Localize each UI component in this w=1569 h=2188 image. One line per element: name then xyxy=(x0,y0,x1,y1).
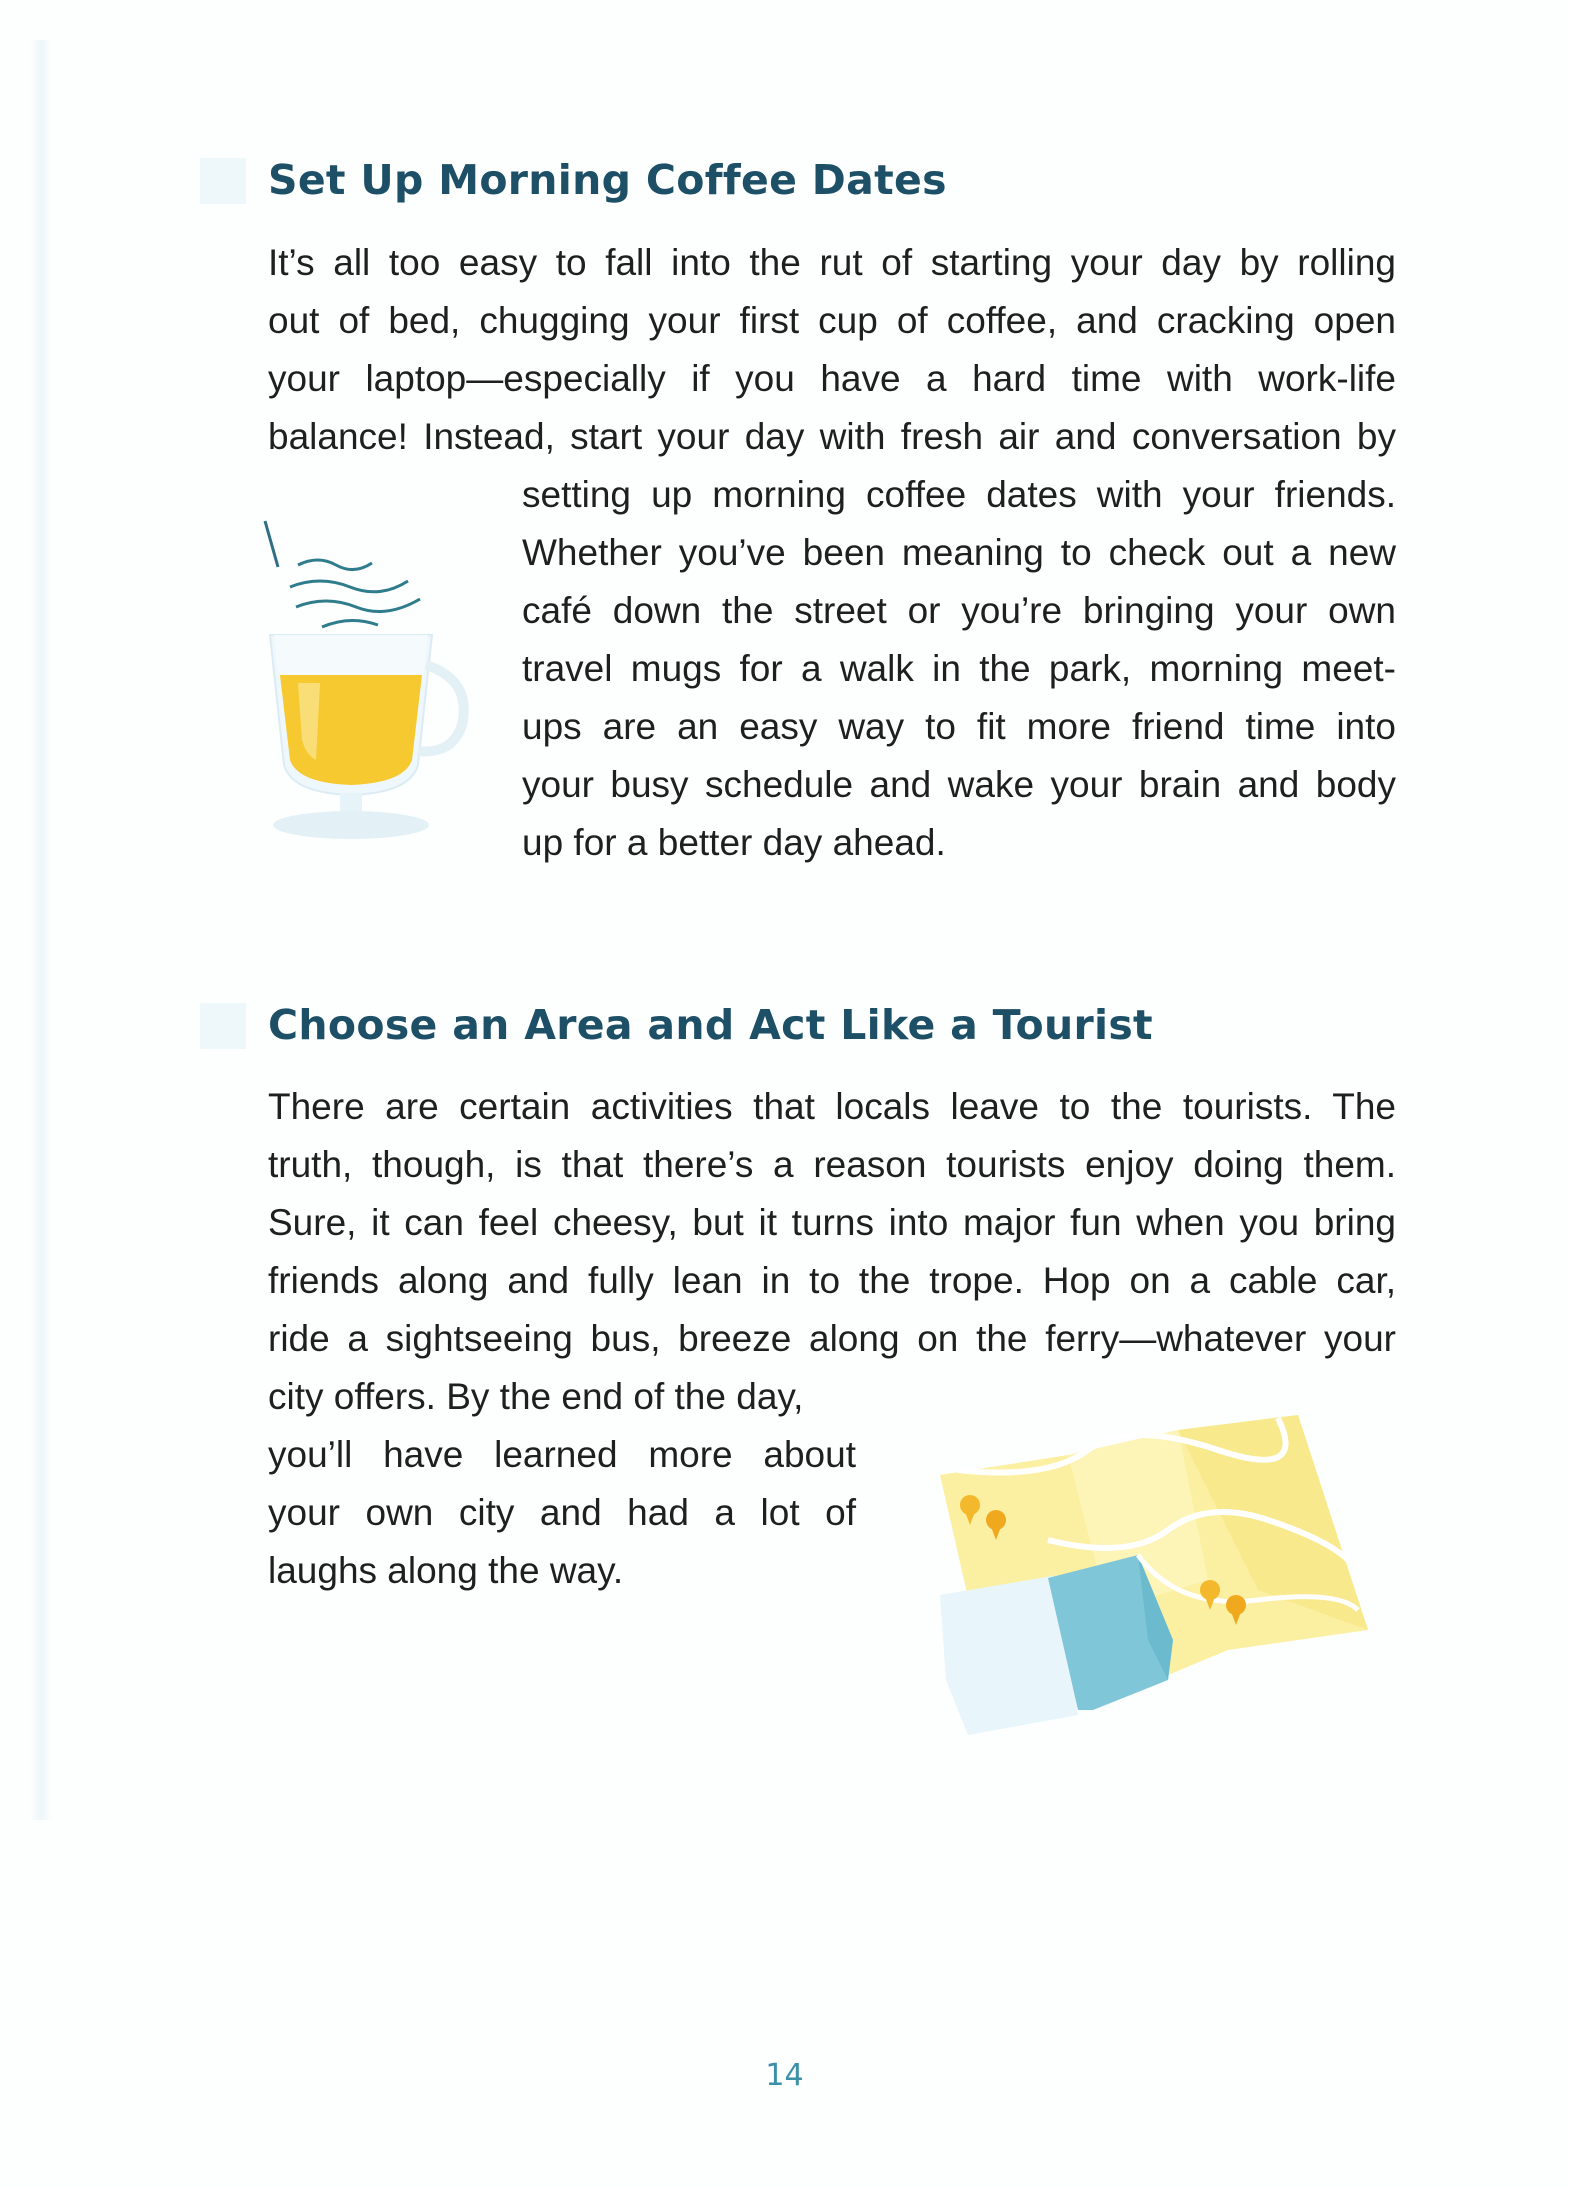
paragraph-line: up for a better day ahead. xyxy=(522,822,946,863)
paragraph-line: café down the street or you’re bringing your own xyxy=(522,590,1396,631)
coffee-dates-paragraph-wrapped xyxy=(522,466,1396,872)
section-heading-coffee-dates: Set Up Morning Coffee Dates xyxy=(268,156,947,204)
folded-map-icon xyxy=(928,1410,1378,1740)
paragraph-line: friends along and fully lean in to the trope. Hop on a cable car, xyxy=(268,1260,1396,1301)
paragraph-line: laughs along the way. xyxy=(268,1550,624,1591)
heading-marker xyxy=(200,158,246,204)
foam-swirl xyxy=(296,599,420,612)
foam-swirl xyxy=(298,560,372,570)
paragraph-line: setting up morning coffee dates with your friends. xyxy=(522,474,1396,515)
paragraph-line: ride a sightseeing bus, breeze along on the ferry—whatever your xyxy=(268,1318,1396,1359)
paragraph-line: Sure, it can feel cheesy, but it turns into major fun when you bring xyxy=(268,1202,1396,1243)
section-heading-act-like-tourist: Choose an Area and Act Like a Tourist xyxy=(268,1001,1153,1049)
foam-layer xyxy=(274,635,428,675)
paragraph-line: truth, though, is that there’s a reason tourists enjoy doing them. xyxy=(268,1144,1396,1185)
paragraph-line: travel mugs for a walk in the park, morning meet- xyxy=(522,648,1396,689)
heading-marker xyxy=(200,1003,246,1049)
page-number: 14 xyxy=(765,2058,804,2093)
coffee-dates-paragraph-full xyxy=(268,234,1396,466)
paragraph-line: your own city and had a lot of xyxy=(268,1492,856,1533)
tourist-paragraph-full xyxy=(268,1078,1396,1368)
foam-swirl xyxy=(322,620,378,627)
paragraph-line: It’s all too easy to fall into the rut of starting your day by rolling xyxy=(268,242,1396,283)
straw xyxy=(265,521,278,567)
paragraph-line: Whether you’ve been meaning to check out a new xyxy=(522,532,1396,573)
paragraph-line: city offers. By the end of the day, xyxy=(268,1376,804,1417)
paragraph-line: your busy schedule and wake your brain and body xyxy=(522,764,1396,805)
paragraph-line: out of bed, chugging your first cup of coffee, and cracking open xyxy=(268,300,1396,341)
latte-glass-icon xyxy=(240,515,480,845)
glass-base xyxy=(273,811,429,839)
paragraph-line: ups are an easy way to fit more friend time into xyxy=(522,706,1396,747)
paragraph-line: There are certain activities that locals leave to the tourists. The xyxy=(268,1086,1396,1127)
page-edge-shadow xyxy=(30,40,52,1820)
paragraph-line: balance! Instead, start your day with fresh air and conversation by xyxy=(268,416,1396,457)
foam-swirl xyxy=(290,581,408,592)
tourist-paragraph-wrapped xyxy=(268,1368,856,1600)
paragraph-line: you’ll have learned more about xyxy=(268,1434,856,1475)
paragraph-line: your laptop—especially if you have a hard time with work-life xyxy=(268,358,1396,399)
